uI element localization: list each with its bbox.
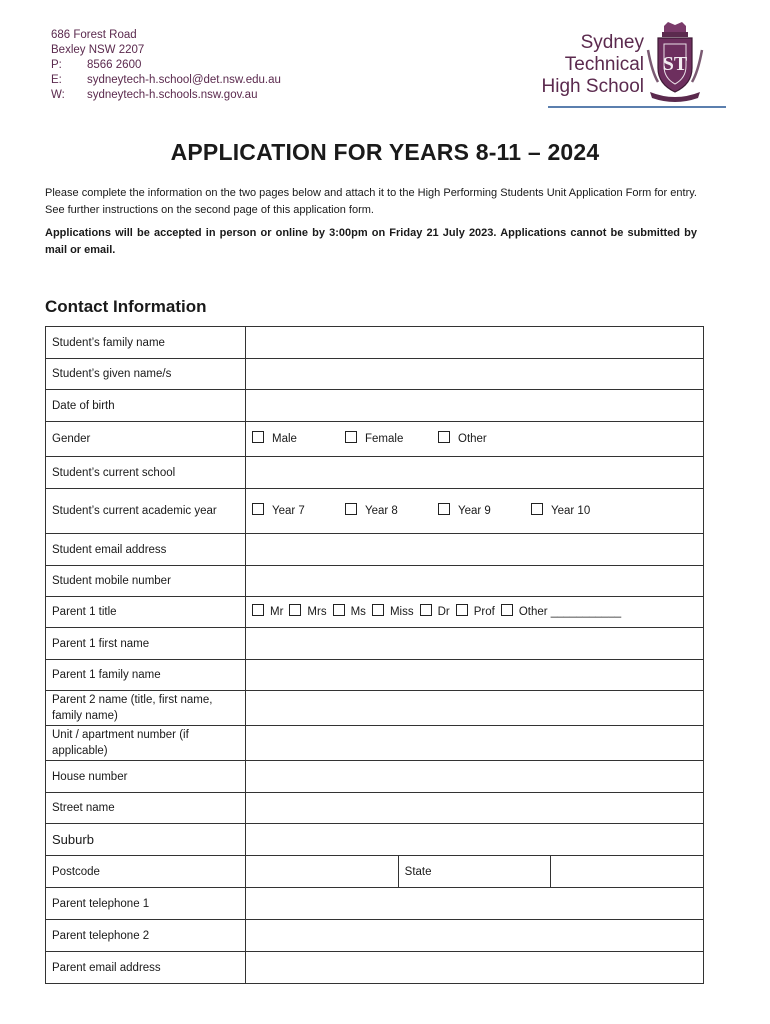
title-option-ms[interactable] xyxy=(333,604,366,620)
option-label: Other xyxy=(458,433,487,445)
phone-number: 8566 2600 xyxy=(87,59,142,71)
checkbox-icon[interactable] xyxy=(420,604,432,616)
checkbox-icon[interactable] xyxy=(531,503,543,515)
state-field[interactable] xyxy=(551,856,704,888)
label-parent-email: Parent email address xyxy=(46,952,246,984)
row-gender xyxy=(46,422,704,457)
title-option-mr[interactable] xyxy=(252,604,283,620)
student-email-field[interactable] xyxy=(246,534,704,566)
email-key: E: xyxy=(51,74,62,86)
option-label: Year 7 xyxy=(272,505,305,517)
title-option-prof[interactable] xyxy=(456,604,495,620)
intro-paragraph: Please complete the information on the two pages below and attach it to the High Performing Students Unit Application Form for entry. See further instructions on the second page of this application form. xyxy=(45,187,697,216)
option-label: Year 8 xyxy=(365,505,398,517)
row-street xyxy=(46,793,704,824)
option-label: Female xyxy=(365,433,404,445)
gender-options xyxy=(246,422,704,457)
checkbox-icon[interactable] xyxy=(456,604,468,616)
logo-line-3: High School xyxy=(541,76,644,97)
label-postcode: Postcode xyxy=(46,856,246,888)
label-student-mobile: Student mobile number xyxy=(46,566,246,597)
suburb-field[interactable] xyxy=(246,824,704,856)
gender-option-other[interactable] xyxy=(438,431,531,447)
checkbox-icon[interactable] xyxy=(438,503,450,515)
row-tel1 xyxy=(46,888,704,920)
row-academic-year xyxy=(46,489,704,534)
label-dob: Date of birth xyxy=(46,390,246,422)
student-mobile-field[interactable] xyxy=(246,566,704,597)
address-line-2: Bexley NSW 2207 xyxy=(51,44,145,56)
year-option-8[interactable] xyxy=(345,503,438,519)
parent1-family-field[interactable] xyxy=(246,660,704,691)
parent-email-field[interactable] xyxy=(246,952,704,984)
checkbox-icon[interactable] xyxy=(345,431,357,443)
parent2-name-field[interactable] xyxy=(246,691,704,726)
label-suburb: Suburb xyxy=(46,824,246,856)
label-parent2-name: Parent 2 name (title, first name, family name) xyxy=(46,691,246,726)
row-unit xyxy=(46,726,704,761)
unit-field[interactable] xyxy=(246,726,704,761)
given-name-field[interactable] xyxy=(246,359,704,390)
option-label: Ms xyxy=(350,606,366,618)
checkbox-icon[interactable] xyxy=(252,604,264,616)
label-family-name: Student’s family name xyxy=(46,327,246,359)
label-tel2: Parent telephone 2 xyxy=(46,920,246,952)
label-student-email: Student email address xyxy=(46,534,246,566)
web-key: W: xyxy=(51,89,65,101)
gender-option-male[interactable] xyxy=(252,431,345,447)
row-given-name xyxy=(46,359,704,390)
label-parent1-title: Parent 1 title xyxy=(46,597,246,628)
row-family-name xyxy=(46,327,704,359)
dob-field[interactable] xyxy=(246,390,704,422)
label-gender: Gender xyxy=(46,422,246,457)
year-options xyxy=(246,489,704,534)
tel2-field[interactable] xyxy=(246,920,704,952)
title-option-dr[interactable] xyxy=(420,604,450,620)
row-parent-email xyxy=(46,952,704,984)
current-school-field[interactable] xyxy=(246,457,704,489)
checkbox-icon[interactable] xyxy=(372,604,384,616)
tel1-field[interactable] xyxy=(246,888,704,920)
option-label: Mrs xyxy=(307,606,327,618)
parent1-first-field[interactable] xyxy=(246,628,704,660)
year-option-7[interactable] xyxy=(252,503,345,519)
row-current-school xyxy=(46,457,704,489)
option-label: Other ___________ xyxy=(518,606,622,618)
section-title: Contact Information xyxy=(45,297,207,316)
house-field[interactable] xyxy=(246,761,704,793)
option-label: Miss xyxy=(389,606,414,618)
option-label: Dr xyxy=(437,606,450,618)
label-street: Street name xyxy=(46,793,246,824)
year-option-10[interactable] xyxy=(531,503,624,519)
address-line-1: 686 Forest Road xyxy=(51,29,137,41)
label-parent1-family: Parent 1 family name xyxy=(46,660,246,691)
school-website[interactable]: sydneytech-h.schools.nsw.gov.au xyxy=(87,89,258,101)
logo-line-1: Sydney xyxy=(580,32,644,53)
row-parent1-first xyxy=(46,628,704,660)
option-label: Year 9 xyxy=(458,505,491,517)
option-label: Mr xyxy=(270,606,284,618)
label-state: State xyxy=(398,856,551,888)
label-house: House number xyxy=(46,761,246,793)
checkbox-icon[interactable] xyxy=(252,431,264,443)
row-postcode xyxy=(46,856,704,888)
school-crest-icon xyxy=(646,22,704,102)
header-divider xyxy=(548,106,726,108)
gender-option-female[interactable] xyxy=(345,431,438,447)
row-parent1-title xyxy=(46,597,704,628)
option-label: Year 10 xyxy=(551,505,591,517)
postcode-field[interactable] xyxy=(246,856,399,888)
school-logo xyxy=(504,22,704,102)
checkbox-icon[interactable] xyxy=(252,503,264,515)
label-parent1-first: Parent 1 first name xyxy=(46,628,246,660)
logo-line-2: Technical xyxy=(564,54,644,75)
title-option-mrs[interactable] xyxy=(289,604,326,620)
row-suburb xyxy=(46,824,704,856)
street-field[interactable] xyxy=(246,793,704,824)
svg-text:ST: ST xyxy=(662,53,688,75)
title-option-other[interactable] xyxy=(501,604,621,620)
row-parent2-name xyxy=(46,691,704,726)
label-tel1: Parent telephone 1 xyxy=(46,888,246,920)
parent-title-options xyxy=(246,597,704,628)
contact-form-table xyxy=(45,326,704,984)
row-parent1-family xyxy=(46,660,704,691)
option-label: Male xyxy=(272,433,297,445)
year-option-9[interactable] xyxy=(438,503,531,519)
label-current-school: Student’s current school xyxy=(46,457,246,489)
row-student-email xyxy=(46,534,704,566)
row-house xyxy=(46,761,704,793)
checkbox-icon[interactable] xyxy=(333,604,345,616)
checkbox-icon[interactable] xyxy=(438,431,450,443)
page-title: APPLICATION FOR YEARS 8-11 – 2024 xyxy=(170,139,600,165)
school-email[interactable]: sydneytech-h.school@det.nsw.edu.au xyxy=(87,74,281,86)
label-given-name: Student’s given name/s xyxy=(46,359,246,390)
checkbox-icon[interactable] xyxy=(289,604,301,616)
row-tel2 xyxy=(46,920,704,952)
checkbox-icon[interactable] xyxy=(345,503,357,515)
school-address xyxy=(51,28,281,103)
family-name-field[interactable] xyxy=(246,327,704,359)
deadline-notice: Applications will be accepted in person or online by 3:00pm on Friday 21 July 2023. Applications cannot be submitted by mail or email. xyxy=(45,227,697,256)
phone-key: P: xyxy=(51,59,62,71)
label-unit: Unit / apartment number (if applicable) xyxy=(46,726,246,761)
title-option-miss[interactable] xyxy=(372,604,414,620)
row-dob xyxy=(46,390,704,422)
option-label: Prof xyxy=(473,606,495,618)
logo-text xyxy=(542,32,644,98)
label-academic-year: Student’s current academic year xyxy=(46,489,246,534)
checkbox-icon[interactable] xyxy=(501,604,513,616)
row-student-mobile xyxy=(46,566,704,597)
